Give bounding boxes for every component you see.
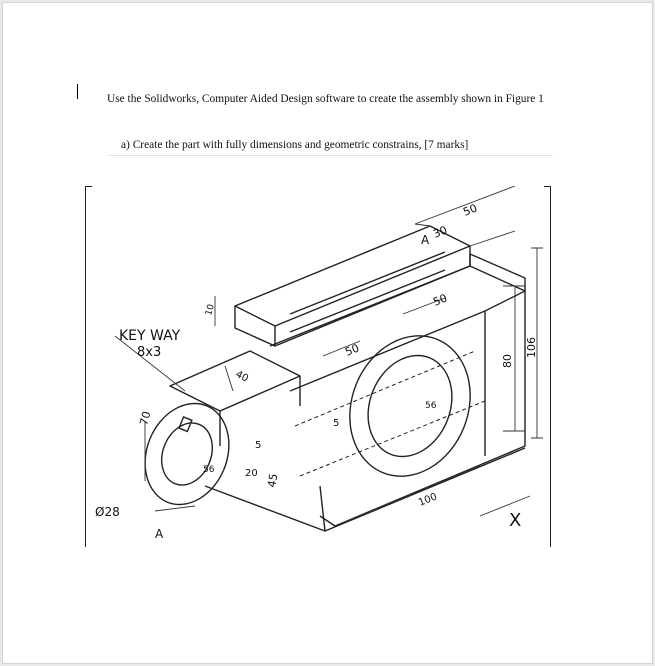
dim-70: 70 [137,409,154,427]
left-bracket [170,351,300,411]
dim-5-b: 5 [333,418,340,429]
dim-106: 106 [525,337,538,358]
line-separator [107,155,553,156]
dim-56-right: 56 [425,401,437,411]
channel-groove [290,252,445,332]
main-body [270,266,525,526]
dim-56-left: 56 [203,465,215,475]
hidden-lines [295,351,485,476]
task-item-a: a) Create the part with fully dimensions and geometric constrains, [7 marks] [121,139,469,151]
right-boss-inner [353,343,466,469]
keyway-size-label: 8x3 [137,345,162,360]
dim-50-mid: 50 [431,291,450,309]
dim-30: 30 [431,223,450,241]
dim-45: 45 [265,472,281,489]
dim-50-left: 50 [343,341,362,359]
back-upright [470,254,525,291]
left-boss-inner [153,415,221,492]
left-boss-outer [130,391,243,517]
keyway-label: KEY WAY [119,328,181,344]
text-cursor [77,84,78,99]
instruction-paragraph: Use the Solidworks, Computer Aided Design software to create the assembly shown in Figure 1 [107,93,544,105]
dim-50-top: 50 [461,201,480,219]
top-guide-block [235,226,470,326]
section-a-bottom: A [155,527,164,541]
dim-10: 10 [204,303,217,317]
dim-5-a: 5 [255,440,262,451]
dim-20: 20 [245,468,258,479]
document-page [2,2,653,664]
figure-frame [85,186,551,543]
dim-40: 40 [233,368,250,385]
axis-x-label: X [509,510,522,531]
dim-80: 80 [501,354,514,368]
dim-100: 100 [417,491,439,509]
isometric-drawing [85,186,551,543]
section-a-top: A [421,233,430,247]
diameter-28: Ø28 [95,505,120,519]
